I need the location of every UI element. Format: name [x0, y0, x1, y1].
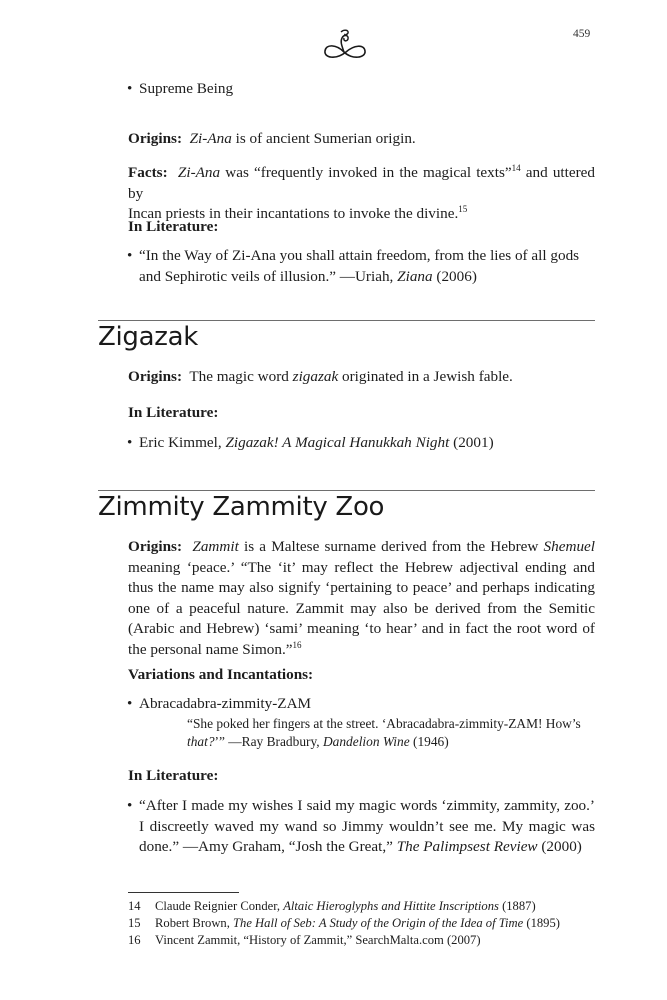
list-item	[128, 433, 595, 454]
author: Eric Kimmel,	[139, 434, 226, 451]
entry-title: Zigazak	[98, 322, 199, 352]
origins-text: one of a peaceful nature. Zammit may also be derived from the Semitic	[128, 599, 595, 617]
footnote-ref[interactable]: 16	[292, 639, 302, 650]
entry-divider	[98, 490, 595, 491]
entry-divider	[98, 320, 595, 321]
term-italic: zigazak	[292, 368, 339, 385]
literature-label: In Literature:	[128, 404, 219, 421]
term-italic: Zi-Ana	[189, 130, 232, 147]
origins-label: Origins:	[128, 368, 183, 385]
quote-italic: that?	[187, 734, 215, 749]
footnote-title: The Hall of Seb: A Study of the Origin of the Idea of Time	[233, 916, 524, 930]
section-heading	[128, 403, 595, 424]
book-title: Dandelion Wine	[323, 734, 410, 749]
origins-text: (Arabic and Hebrew) ‘sami’ meaning ‘to hear’ and in fact the root word of	[128, 620, 595, 637]
bullet-icon: •	[127, 695, 133, 712]
footnote-ref[interactable]: 15	[458, 204, 468, 214]
origins-text: the personal name Simon.”	[128, 640, 293, 658]
facts-label: Facts:	[128, 164, 168, 181]
entry-title: Zimmity Zammity Zoo	[98, 492, 385, 522]
variations-label: Variations and Incantations:	[128, 666, 314, 683]
footnote	[128, 898, 536, 915]
footnote	[128, 915, 560, 932]
quote-text: ’” —Ray Bradbury,	[214, 734, 323, 749]
literature-label: In Literature:	[128, 218, 219, 235]
origins-paragraph	[128, 367, 595, 388]
quote-text: “She poked her fingers at the street. ‘Abracadabra-zimmity-ZAM! How’s	[187, 716, 581, 731]
swirl-ornament-icon	[322, 22, 368, 64]
year: (2006)	[432, 267, 477, 285]
section-heading	[128, 665, 595, 686]
bullet-icon: •	[127, 80, 133, 97]
origins-paragraph	[128, 129, 595, 150]
list-item	[128, 79, 595, 100]
term-italic: Shemuel	[543, 538, 595, 555]
origins-text: thus the name may also signify ‘pertaining to peace’ and perhaps indicating	[128, 579, 595, 596]
footnote-author: Robert Brown,	[155, 916, 234, 930]
footnote-title: Altaic Hieroglyphs and Hittite Inscriptions	[283, 899, 499, 913]
quote-text: “In the Way of Zi-Ana you shall attain freedom, from the lies of all gods	[139, 247, 580, 264]
incantation-text: Abracadabra-zimmity-ZAM	[139, 695, 312, 712]
origins-paragraph	[128, 537, 595, 660]
section-heading	[128, 766, 595, 787]
publication-title: The Palimpsest Review	[396, 838, 538, 855]
book-title: Zigazak! A Magical Hanukkah Night	[225, 434, 450, 451]
page-number: 459	[573, 28, 591, 40]
origins-label: Origins:	[128, 130, 183, 147]
footnote-number: 14	[128, 899, 141, 913]
term-italic: Zi-Ana	[177, 164, 221, 181]
bullet-icon: •	[127, 797, 133, 814]
book-title: Ziana	[397, 267, 433, 285]
origins-text: is a Maltese surname derived from the Hebrew	[238, 538, 544, 555]
year: (1946)	[409, 734, 449, 749]
footnote-number: 16	[128, 933, 141, 947]
bullet-icon: •	[127, 434, 133, 451]
footnote-divider	[128, 892, 239, 893]
footnote-number: 15	[128, 916, 141, 930]
term-italic: Zammit	[192, 538, 239, 555]
literature-label: In Literature:	[128, 767, 219, 784]
quote-text: I discreetly waved my wand so Jimmy wouldn’t see me. My magic was	[139, 817, 595, 835]
origins-text: is of ancient Sumerian origin.	[231, 130, 416, 147]
footnote-year: (1887)	[498, 899, 536, 913]
bullet-text: Supreme Being	[139, 80, 234, 97]
list-item	[128, 796, 595, 858]
block-quote	[187, 715, 597, 751]
list-item	[128, 246, 595, 287]
facts-text: was “frequently invoked in the magical texts”	[220, 164, 512, 181]
facts-text: Incan priests in their incantations to invoke the divine.	[128, 205, 459, 222]
quote-text: done.” —Amy Graham, “Josh the Great,”	[139, 838, 397, 855]
bullet-icon: •	[127, 247, 133, 264]
origins-text: originated in a Jewish fable.	[338, 368, 513, 385]
footnote-author: Claude Reignier Conder,	[155, 899, 284, 913]
footnote-year: (1895)	[523, 916, 560, 930]
footnote-year: (2007)	[443, 933, 481, 947]
quote-text: “After I made my wishes I said my magic words ‘zimmity, zammity, zoo.’	[139, 797, 595, 814]
footnote	[128, 932, 481, 949]
footnote-ref[interactable]: 14	[511, 163, 521, 173]
facts-text: and uttered by	[128, 164, 596, 202]
footnote-author: Vincent Zammit, “History of Zammit,” SearchMalta.com	[155, 933, 444, 947]
origins-text: The magic word	[182, 368, 293, 385]
origins-label: Origins:	[128, 538, 183, 555]
year: (2001)	[449, 434, 494, 451]
section-heading	[128, 217, 595, 238]
facts-paragraph	[128, 163, 595, 225]
year: (2000)	[537, 838, 582, 855]
quote-text: and Sephirotic veils of illusion.” —Uriah,	[139, 267, 398, 285]
origins-text: meaning ‘peace.’ “The ‘it’ may reflect the Hebrew adjectival ending and	[128, 558, 595, 576]
list-item	[128, 694, 595, 715]
